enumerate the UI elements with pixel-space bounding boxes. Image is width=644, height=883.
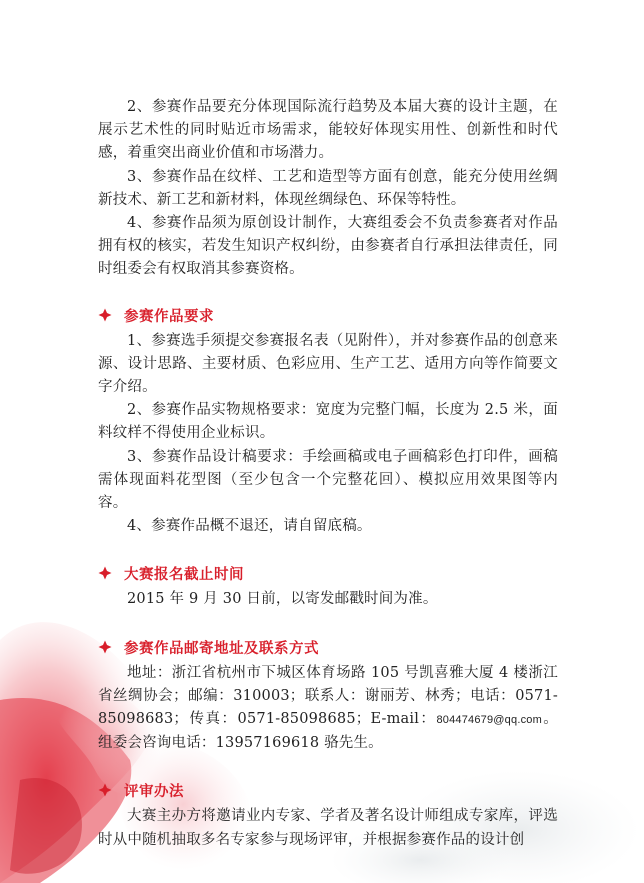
requirement-item-4: 4、参赛作品概不退还，请自留底稿。	[127, 518, 372, 535]
diamond-bullet-icon	[98, 566, 112, 580]
deadline-text: 2015 年 9 月 30 日前，以寄发邮戳时间为准。	[127, 591, 438, 608]
section-title: 评审办法	[124, 784, 184, 801]
judging-text: 大赛主办方将邀请业内专家、学者及著名设计师组成专家库，评选时从中随机抽取多名专家参与现场评审，并根据参赛作品的设计创	[98, 808, 558, 848]
section-heading-deadline	[98, 562, 558, 584]
section-heading-requirements	[98, 304, 558, 326]
address-hotline: 。组委会咨询电话：13957169618 骆先生。	[98, 711, 558, 752]
document-content	[98, 96, 558, 852]
intro-paragraph-3: 3、参赛作品在纹样、工艺和造型等方面有创意，能充分使用丝绸新技术、新工艺和新材料，体现丝绸绿色、环保等特性。	[98, 168, 558, 208]
address-text	[98, 662, 558, 756]
requirement-item-2: 2、参赛作品实物规格要求：宽度为完整门幅，长度为 2.5 米，面料纹样不得使用企业标识。	[98, 402, 558, 442]
section-heading-address	[98, 636, 558, 658]
requirement-item-3: 3、参赛作品设计稿要求：手绘画稿或电子画稿彩色打印件，画稿需体现面料花型图（至少包含一个完整花回）、模拟应用效果图等内容。	[98, 448, 558, 512]
requirement-item-1: 1、参赛选手须提交参赛报名表（见附件），并对参赛作品的创意来源、设计思路、主要材质、色彩应用、生产工艺、适用方向等作简要文字介绍。	[98, 332, 558, 396]
diamond-bullet-icon	[98, 640, 112, 654]
section-heading-judging	[98, 779, 558, 801]
section-title: 大赛报名截止时间	[124, 567, 244, 584]
email-link[interactable]: 804474679@qq.com	[436, 714, 542, 727]
intro-paragraph-2: 2、参赛作品要充分体现国际流行趋势及本届大赛的设计主题，在展示艺术性的同时贴近市场需求，能较好体现实用性、创新性和时代感，着重突出商业价值和市场潜力。	[98, 99, 558, 162]
address-main: 地址：浙江省杭州市下城区体育场路 105 号凯喜雅大厦 4 楼浙江省丝绸协会；邮编：310003；联系人：谢丽芳、林秀；电话：0571-85098683；传真：0571-85098685；E-mail：	[98, 664, 558, 728]
diamond-bullet-icon	[98, 783, 112, 797]
section-title: 参赛作品要求	[124, 308, 214, 325]
section-title: 参赛作品邮寄地址及联系方式	[124, 640, 319, 657]
diamond-bullet-icon	[98, 308, 112, 322]
intro-paragraph-4: 4、参赛作品须为原创设计制作，大赛组委会不负责参赛者对作品拥有权的核实，若发生知识产权纠纷，由参赛者自行承担法律责任，同时组委会有权取消其参赛资格。	[98, 215, 558, 278]
